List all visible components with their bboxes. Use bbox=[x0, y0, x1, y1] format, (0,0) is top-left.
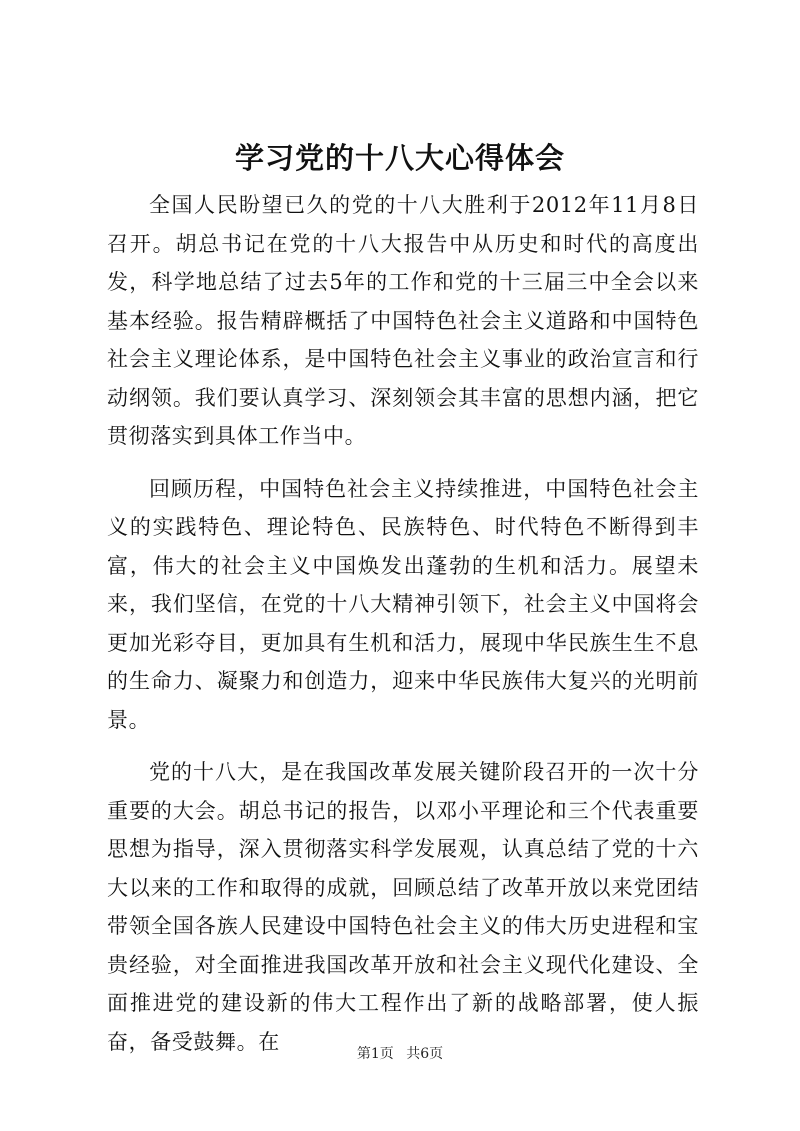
document-title: 学习党的十八大心得体会 bbox=[234, 141, 565, 175]
page-number: 第1页 bbox=[356, 1046, 394, 1062]
paragraph-1: 全国人民盼望已久的党的十八大胜利于2012年11月8日召开。胡总书记在党的十八大报告中从历史和时代的高度出发，科学地总结了过去5年的工作和党的十三届三中全会以来基本经验。报告精辟概括了中国特色社会主义道路和中国特色社会主义理论体系，是中国特色社会主义事业的政治宣言和行动纲领。我们要认真学习、深刻领会其丰富的思想内涵，把它贯彻落实到具体工作当中。 bbox=[107, 193, 699, 448]
page-total: 共6页 bbox=[406, 1046, 444, 1062]
document-body bbox=[107, 186, 699, 1075]
page-footer bbox=[0, 1044, 800, 1064]
paragraph-3: 党的十八大，是在我国改革发展关键阶段召开的一次十分重要的大会。胡总书记的报告，以邓小平理论和三个代表重要思想为指导，深入贯彻落实科学发展观，认真总结了党的十六大以来的工作和取得的成就，回顾总结了改革开放以来党团结带领全国各族人民建设中国特色社会主义的伟大历史进程和宝贵经验，对全面推进我国改革开放和社会主义现代化建设、全面推进党的建设新的伟大工程作出了新的战略部署，使人振奋，备受鼓舞。在 bbox=[107, 760, 699, 1054]
paragraph-2: 回顾历程，中国特色社会主义持续推进，中国特色社会主义的实践特色、理论特色、民族特色、时代特色不断得到丰富，伟大的社会主义中国焕发出蓬勃的生机和活力。展望未来，我们坚信，在党的十八大精神引领下，社会主义中国将会更加光彩夺目，更加具有生机和活力，展现中华民族生生不息的生命力、凝聚力和创造力，迎来中华民族伟大复兴的光明前景。 bbox=[107, 476, 699, 732]
